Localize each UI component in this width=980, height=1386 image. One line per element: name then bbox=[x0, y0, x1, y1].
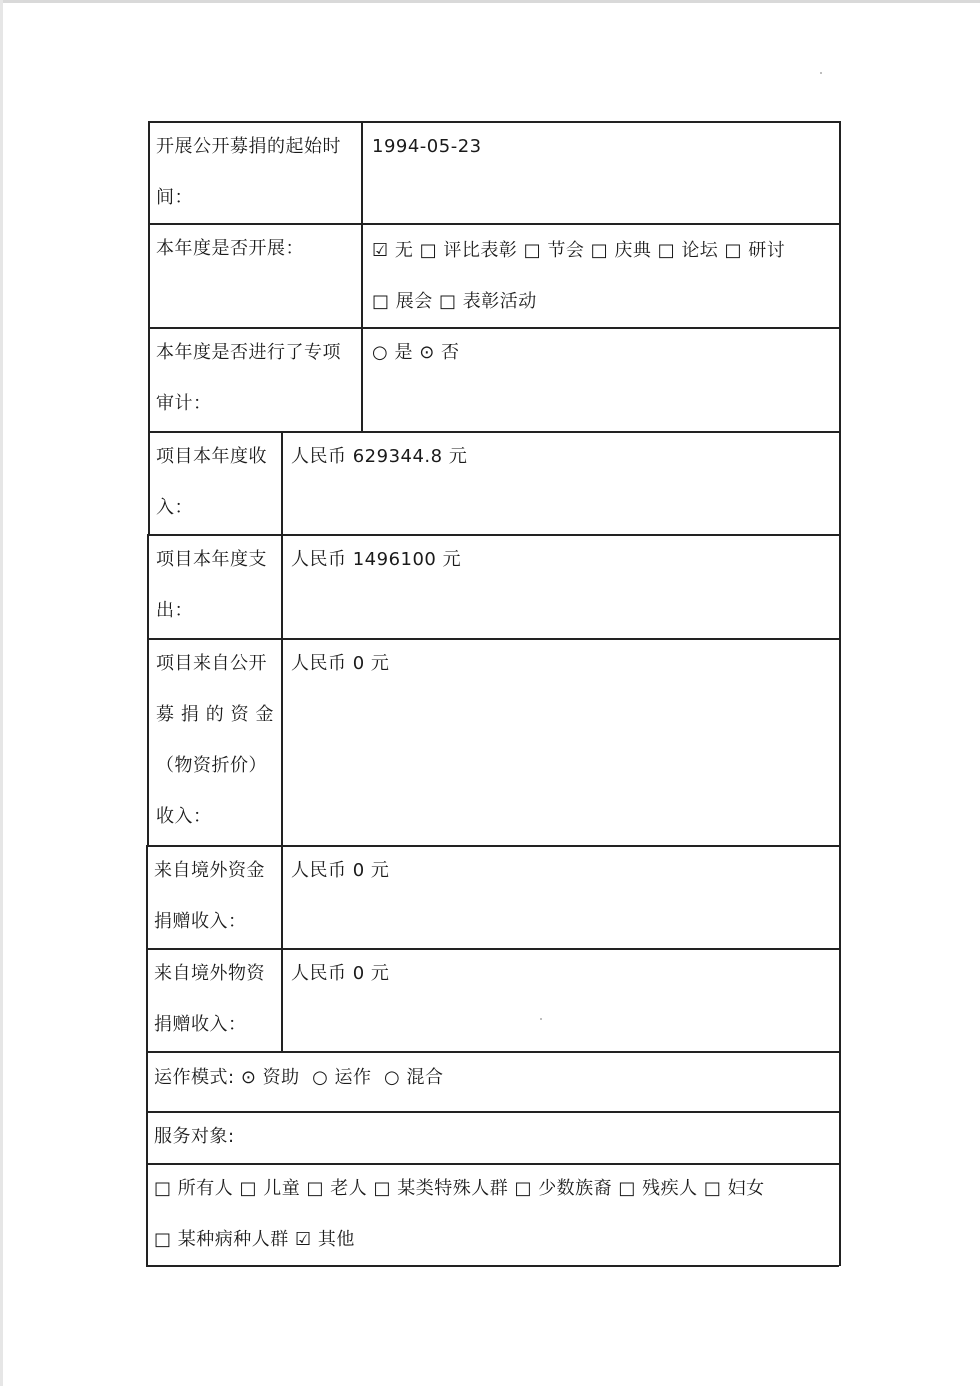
checkbox-target-special-groups[interactable]: □ 某类特殊人群 bbox=[373, 1178, 509, 1199]
table-border-left bbox=[147, 534, 149, 846]
foreign-funds-value: 人民币 0 元 bbox=[291, 860, 390, 881]
checkbox-target-disease-groups[interactable]: □ 某种病种人群 bbox=[154, 1229, 289, 1250]
activities-options bbox=[372, 225, 834, 327]
activities-label: 本年度是否开展： bbox=[156, 238, 304, 259]
radio-mode-funding[interactable]: ⊙ 资助 bbox=[240, 1067, 300, 1088]
expense-label: 项目本年度支出： bbox=[156, 549, 267, 621]
start-date-label: 开展公开募捐的起始时间： bbox=[156, 136, 341, 208]
checkbox-none[interactable]: ☑ 无 bbox=[372, 240, 414, 261]
checkbox-forum[interactable]: □ 论坛 bbox=[657, 240, 719, 261]
public-funds-label bbox=[156, 638, 274, 842]
radio-audit-no[interactable]: ⊙ 否 bbox=[419, 342, 460, 363]
radio-mode-mixed[interactable]: ○ 混合 bbox=[384, 1067, 444, 1088]
audit-label: 本年度是否进行了专项审计： bbox=[156, 342, 341, 414]
foreign-goods-label: 来自境外物资捐赠收入： bbox=[154, 963, 265, 1035]
table-border-left bbox=[148, 121, 150, 535]
public-funds-label-line: （物资折价） bbox=[156, 755, 267, 776]
checkbox-target-minorities[interactable]: □ 少数族裔 bbox=[514, 1178, 613, 1199]
foreign-funds-label: 来自境外资金捐赠收入： bbox=[154, 860, 265, 932]
page-edge-top bbox=[0, 0, 980, 3]
checkbox-target-other[interactable]: ☑ 其他 bbox=[294, 1229, 355, 1250]
checkbox-seminar[interactable]: □ 研讨 bbox=[724, 240, 786, 261]
column-divider bbox=[361, 121, 363, 432]
column-divider bbox=[281, 431, 283, 1052]
income-value: 人民币 629344.8 元 bbox=[291, 446, 468, 467]
page-edge-left bbox=[0, 0, 3, 1386]
public-funds-label-line: 募捐的资金 bbox=[156, 704, 274, 725]
table-border-left bbox=[146, 845, 148, 1266]
operation-mode-row bbox=[154, 1053, 834, 1103]
public-funds-value: 人民币 0 元 bbox=[291, 653, 390, 674]
checkbox-target-elderly[interactable]: □ 老人 bbox=[306, 1178, 368, 1199]
table-border-right bbox=[839, 121, 841, 1266]
start-date-value: 1994-05-23 bbox=[372, 136, 482, 157]
operation-mode-label: 运作模式: bbox=[154, 1067, 235, 1088]
checkbox-commendation[interactable]: □ 表彰活动 bbox=[438, 291, 537, 312]
checkbox-target-all[interactable]: □ 所有人 bbox=[154, 1178, 234, 1199]
checkbox-festival[interactable]: □ 节会 bbox=[523, 240, 585, 261]
checkbox-award[interactable]: □ 评比表彰 bbox=[419, 240, 518, 261]
public-funds-label-line: 项目来自公开 bbox=[156, 653, 267, 674]
scan-speck bbox=[820, 72, 822, 74]
radio-mode-operation[interactable]: ○ 运作 bbox=[312, 1067, 372, 1088]
scan-speck bbox=[540, 1018, 542, 1020]
table-border-bottom bbox=[146, 1265, 839, 1267]
checkbox-exhibition[interactable]: □ 展会 bbox=[372, 291, 433, 312]
service-target-label: 服务对象: bbox=[154, 1126, 235, 1147]
radio-audit-yes[interactable]: ○ 是 bbox=[372, 342, 413, 363]
checkbox-target-disabled[interactable]: □ 残疾人 bbox=[618, 1178, 698, 1199]
checkbox-target-women[interactable]: □ 妇女 bbox=[703, 1178, 765, 1199]
income-label: 项目本年度收入： bbox=[156, 446, 267, 518]
public-funds-label-line: 收入： bbox=[156, 806, 212, 827]
foreign-goods-value: 人民币 0 元 bbox=[291, 963, 390, 984]
checkbox-celebration[interactable]: □ 庆典 bbox=[590, 240, 652, 261]
checkbox-target-children[interactable]: □ 儿童 bbox=[239, 1178, 301, 1199]
service-target-options bbox=[154, 1163, 834, 1265]
audit-options bbox=[372, 327, 832, 378]
expense-value: 人民币 1496100 元 bbox=[291, 549, 462, 570]
